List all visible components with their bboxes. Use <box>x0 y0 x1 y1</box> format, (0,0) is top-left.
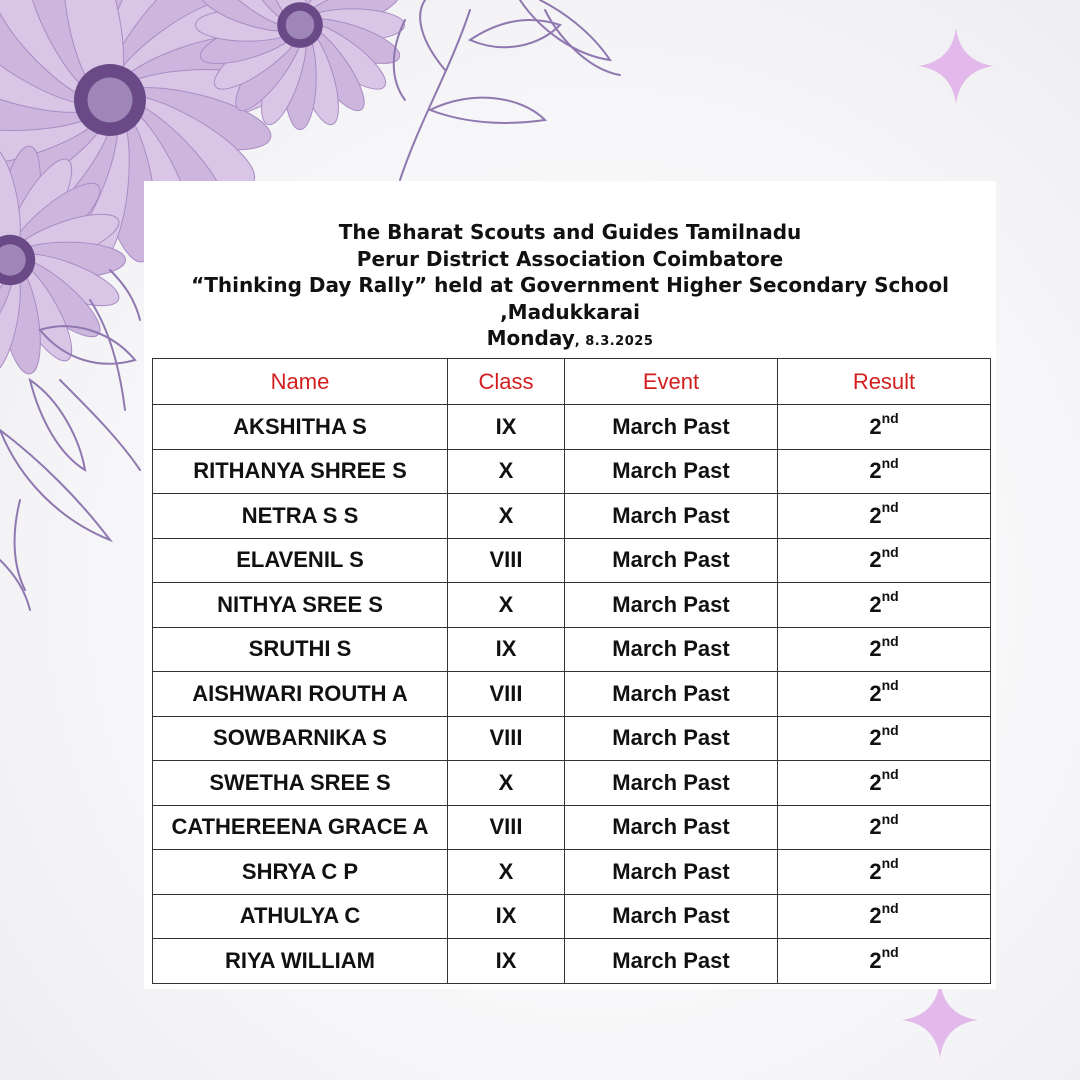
table-row <box>153 538 991 583</box>
cell-event: March Past <box>565 494 778 539</box>
cell-result <box>778 761 991 806</box>
cell-event: March Past <box>565 672 778 717</box>
cell-result <box>778 627 991 672</box>
cell-event: March Past <box>565 405 778 450</box>
cell-event: March Past <box>565 449 778 494</box>
cell-name: CATHEREENA GRACE A <box>153 805 448 850</box>
cell-class: IX <box>448 627 565 672</box>
result-suffix: nd <box>881 677 899 694</box>
event-day: Monday <box>486 326 575 350</box>
cell-result <box>778 939 991 984</box>
column-header-class: Class <box>448 359 565 405</box>
cell-class: VIII <box>448 672 565 717</box>
cell-class: VIII <box>448 538 565 583</box>
result-value: 2 <box>869 413 882 439</box>
org-title: The Bharat Scouts and Guides Tamilnadu <box>338 220 802 244</box>
cell-result <box>778 672 991 717</box>
cell-result <box>778 494 991 539</box>
cell-class: IX <box>448 894 565 939</box>
table-row <box>153 805 991 850</box>
cell-name: NITHYA SREE S <box>153 583 448 628</box>
association-title: Perur District Association Coimbatore <box>356 246 784 271</box>
cell-event: March Past <box>565 805 778 850</box>
cell-name: SHRYA C P <box>153 850 448 895</box>
document-header <box>144 219 996 356</box>
table-row <box>153 672 991 717</box>
cell-name: SRUTHI S <box>153 627 448 672</box>
cell-event: March Past <box>565 627 778 672</box>
cell-name: AISHWARI ROUTH A <box>153 672 448 717</box>
table-row <box>153 939 991 984</box>
cell-event: March Past <box>565 716 778 761</box>
result-suffix: nd <box>881 499 899 516</box>
cell-event: March Past <box>565 538 778 583</box>
table-row <box>153 850 991 895</box>
cell-class: IX <box>448 939 565 984</box>
cell-result <box>778 538 991 583</box>
event-date <box>144 325 996 356</box>
cell-class: X <box>448 449 565 494</box>
table-row <box>153 761 991 806</box>
table-row <box>153 894 991 939</box>
result-value: 2 <box>869 725 882 751</box>
result-suffix: nd <box>881 454 899 471</box>
cell-name: ELAVENIL S <box>153 538 448 583</box>
cell-result <box>778 894 991 939</box>
result-suffix: nd <box>881 899 899 916</box>
table-row <box>153 583 991 628</box>
cell-name: RIYA WILLIAM <box>153 939 448 984</box>
cell-name: RITHANYA SHREE S <box>153 449 448 494</box>
cell-result <box>778 449 991 494</box>
sparkle-icon <box>902 982 978 1058</box>
result-value: 2 <box>869 903 882 929</box>
table-row <box>153 405 991 450</box>
cell-class: VIII <box>448 805 565 850</box>
cell-name: SOWBARNIKA S <box>153 716 448 761</box>
cell-class: X <box>448 761 565 806</box>
cell-name: AKSHITHA S <box>153 405 448 450</box>
cell-name: ATHULYA C <box>153 894 448 939</box>
result-suffix: nd <box>881 944 899 961</box>
cell-class: VIII <box>448 716 565 761</box>
cell-event: March Past <box>565 583 778 628</box>
cell-result <box>778 583 991 628</box>
table-row <box>153 449 991 494</box>
result-suffix: nd <box>881 410 899 427</box>
cell-event: March Past <box>565 894 778 939</box>
cell-class: X <box>448 850 565 895</box>
event-location: ,Madukkarai <box>500 299 640 324</box>
cell-result <box>778 405 991 450</box>
result-value: 2 <box>869 858 882 884</box>
column-header-name: Name <box>153 359 448 405</box>
result-value: 2 <box>869 591 882 617</box>
cell-event: March Past <box>565 850 778 895</box>
cell-event: March Past <box>565 939 778 984</box>
result-value: 2 <box>869 814 882 840</box>
table-header-row <box>153 359 991 405</box>
result-suffix: nd <box>881 721 899 738</box>
sparkle-icon <box>918 28 994 104</box>
result-suffix: nd <box>881 543 899 560</box>
result-suffix: nd <box>881 588 899 605</box>
cell-name: NETRA S S <box>153 494 448 539</box>
table-row <box>153 627 991 672</box>
cell-class: X <box>448 583 565 628</box>
cell-result <box>778 850 991 895</box>
cell-class: X <box>448 494 565 539</box>
result-value: 2 <box>869 947 882 973</box>
result-suffix: nd <box>881 632 899 649</box>
event-title: “Thinking Day Rally” held at Government Higher Secondary School <box>191 273 949 297</box>
result-value: 2 <box>869 680 882 706</box>
cell-event: March Past <box>565 761 778 806</box>
column-header-result: Result <box>778 359 991 405</box>
cell-name: SWETHA SREE S <box>153 761 448 806</box>
cell-result <box>778 805 991 850</box>
cell-result <box>778 716 991 761</box>
result-value: 2 <box>869 502 882 528</box>
table-row <box>153 716 991 761</box>
result-value: 2 <box>869 547 882 573</box>
table-row <box>153 494 991 539</box>
result-suffix: nd <box>881 766 899 783</box>
results-table <box>152 358 991 984</box>
result-value: 2 <box>869 636 882 662</box>
result-suffix: nd <box>881 855 899 872</box>
result-value: 2 <box>869 458 882 484</box>
result-suffix: nd <box>881 810 899 827</box>
cell-class: IX <box>448 405 565 450</box>
event-date-value: , 8.3.2025 <box>574 334 654 349</box>
column-header-event: Event <box>565 359 778 405</box>
result-value: 2 <box>869 769 882 795</box>
